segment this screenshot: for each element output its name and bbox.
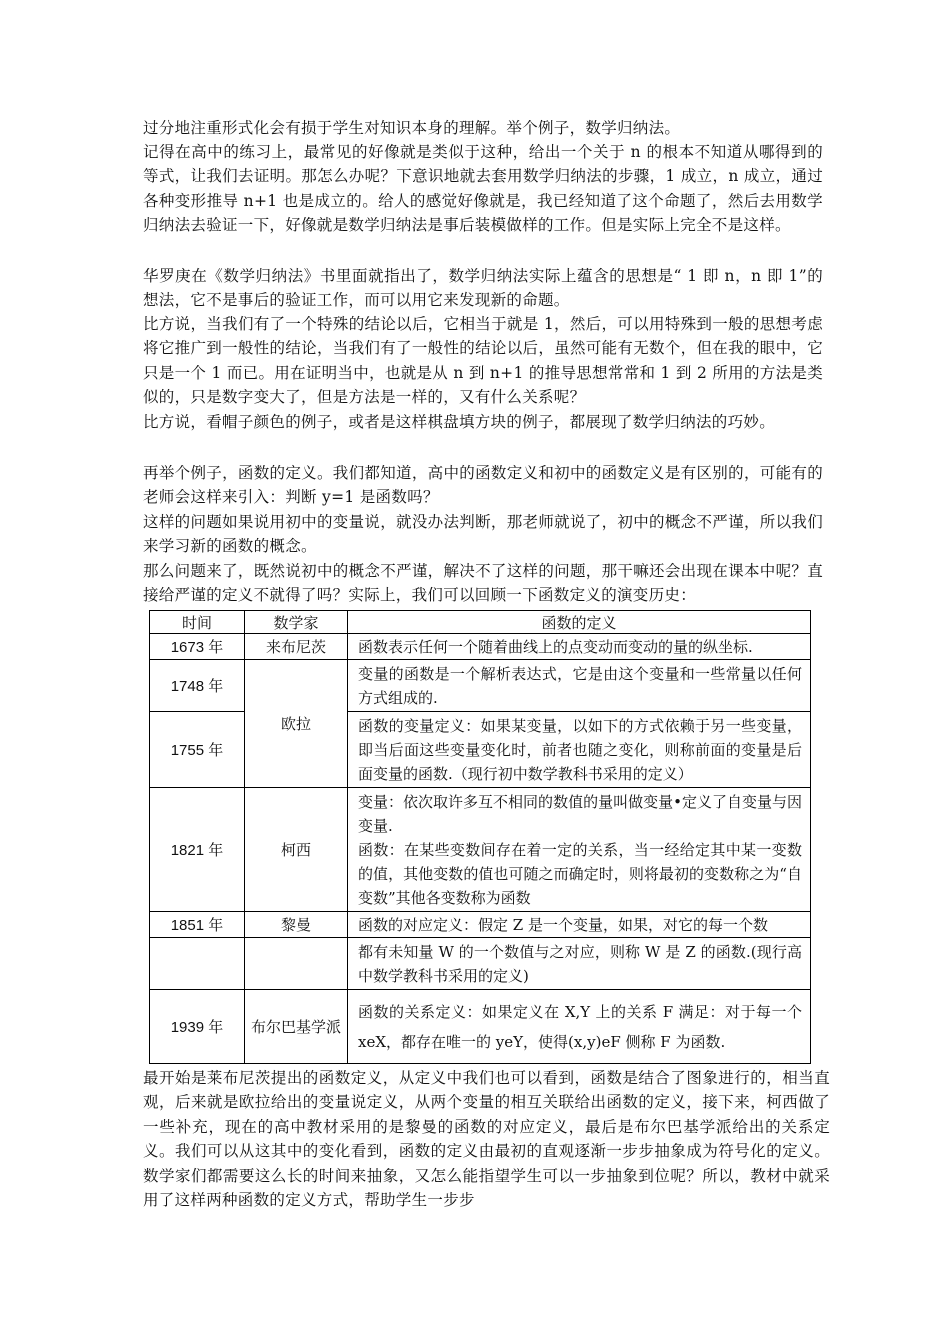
function-definition-history-table	[149, 610, 811, 1064]
paragraph-8: 那么问题来了，既然说初中的概念不严谨，解决不了这样的问题，那干嘛还会出现在课本中呢？直接给严谨的定义不就得了吗？实际上，我们可以回顾一下函数定义的演变历史：	[143, 562, 823, 605]
paragraph-2: 记得在高中的练习上，最常见的好像就是类似于这种，给出一个关于 n 的根本不知道从哪得到的等式，让我们去证明。那怎么办呢？下意识地就去套用数学归纳法的步骤，1 成立，n 成立，通过各种变形推导 n+1 也是成立的。给人的感觉好像就是，我已经知道了这个命题了，然后去用数学归纳法去验证一下，好像就是数学归纳法是事后装模做样的工作。但是实际上完全不是这样。	[143, 143, 823, 235]
table-row	[150, 990, 811, 1064]
definition-variable-text: 变量：依次取许多互不相同的数值的量叫做变量•定义了自变量与因变量.	[358, 792, 802, 835]
definition-function-text: 函数：在某些变数间存在着一定的关系，当一经给定其中某一变数的值，其他变数的值也可随之而确定时，则将最初的变数称之为“自变数”其他各变数称为函数	[358, 840, 802, 907]
paragraph-3: 华罗庚在《数学归纳法》书里面就指出了，数学归纳法实际上蕴含的思想是“ 1 即 n，n 即 1”的想法，它不是事后的验证工作，而可以用它来发现新的命题。	[143, 267, 823, 310]
definition-cell	[348, 788, 811, 912]
year-cell: 1755 年	[150, 712, 245, 788]
paragraph-1: 过分地注重形式化会有损于学生对知识本身的理解。举个例子，数学归纳法。	[143, 119, 681, 137]
table-row	[150, 660, 811, 712]
mathematician-cell: 欧拉	[245, 660, 348, 788]
year-cell: 1851 年	[150, 912, 245, 938]
definition-cell: 都有未知量 W 的一个数值与之对应，则称 W 是 Z 的函数.(现行高中数学教科书采用的定义)	[348, 938, 811, 990]
table-row	[150, 912, 811, 938]
definition-cell: 函数的对应定义：假定 Z 是一个变量，如果，对它的每一个数	[348, 912, 811, 938]
definition-cell: 函数表示任何一个随着曲线上的点变动而变动的量的纵坐标.	[348, 634, 811, 660]
mathematician-cell: 布尔巴基学派	[245, 990, 348, 1064]
paragraph-7: 这样的问题如果说用初中的变量说，就没办法判断，那老师就说了，初中的概念不严谨，所以我们来学习新的函数的概念。	[143, 513, 823, 556]
mathematician-cell: 柯西	[245, 788, 348, 912]
definition-cell: 函数的变量定义：如果某变量，以如下的方式依赖于另一些变量，即当后面这些变量变化时，前者也随之变化，则称前面的变量是后面变量的函数.（现行初中数学教科书采用的定义）	[348, 712, 811, 788]
header-definition: 函数的定义	[348, 611, 811, 634]
header-time: 时间	[150, 611, 245, 634]
year-cell: 1673 年	[150, 634, 245, 660]
table-row	[150, 634, 811, 660]
mathematician-cell: 来布尼茨	[245, 634, 348, 660]
header-mathematician: 数学家	[245, 611, 348, 634]
table-row	[150, 788, 811, 912]
definition-cell: 函数的关系定义：如果定义在 X,Y 上的关系 F 满足：对于每一个 xeX，都存在唯一的 yeY，使得(x,y)eF 侧称 F 为函数.	[348, 990, 811, 1064]
paragraph-6: 再举个例子，函数的定义。我们都知道，高中的函数定义和初中的函数定义是有区别的，可能有的老师会这样来引入：判断 y=1 是函数吗？	[143, 464, 823, 507]
table-header-row	[150, 611, 811, 634]
paragraph-4: 比方说，当我们有了一个特殊的结论以后，它相当于就是 1，然后，可以用特殊到一般的思想考虑将它推广到一般性的结论，当我们有了一般性的结论以后，虽然可能有无数个，但在我的眼中，它只是一个 1 而已。用在证明当中，也就是从 n 到 n+1 的推导思想常常和 1 到 2 所用的方法是类似的，只是数字变大了，但是方法是一样的，又有什么关系呢？	[143, 315, 823, 407]
paragraph-9: 最开始是莱布尼茨提出的函数定义，从定义中我们也可以看到，函数是结合了图象进行的，相当直观，后来就是欧拉给出的变量说定义，从两个变量的相互关联给出函数的定义，接下来，柯西做了一些补充，现在的高中教材采用的是黎曼的函数的对应定义，最后是布尔巴基学派给出的关系定义。我们可以从这其中的变化看到，函数的定义由最初的直观逐渐一步步抽象成为符号化的定义。数学家们都需要这么长的时间来抽象，又怎么能指望学生可以一步抽象到位呢？所以，教材中就采用了这样两种函数的定义方式，帮助学生一步步	[143, 1069, 830, 1210]
year-cell: 1821 年	[150, 788, 245, 912]
year-cell	[150, 938, 245, 990]
mathematician-cell	[245, 938, 348, 990]
table-row	[150, 938, 811, 990]
year-cell: 1939 年	[150, 990, 245, 1064]
year-cell: 1748 年	[150, 660, 245, 712]
definition-cell: 变量的函数是一个解析表达式，它是由这个变量和一些常量以任何方式组成的.	[348, 660, 811, 712]
paragraph-5: 比方说，看帽子颜色的例子，或者是这样棋盘填方块的例子，都展现了数学归纳法的巧妙。	[143, 413, 776, 431]
mathematician-cell: 黎曼	[245, 912, 348, 938]
